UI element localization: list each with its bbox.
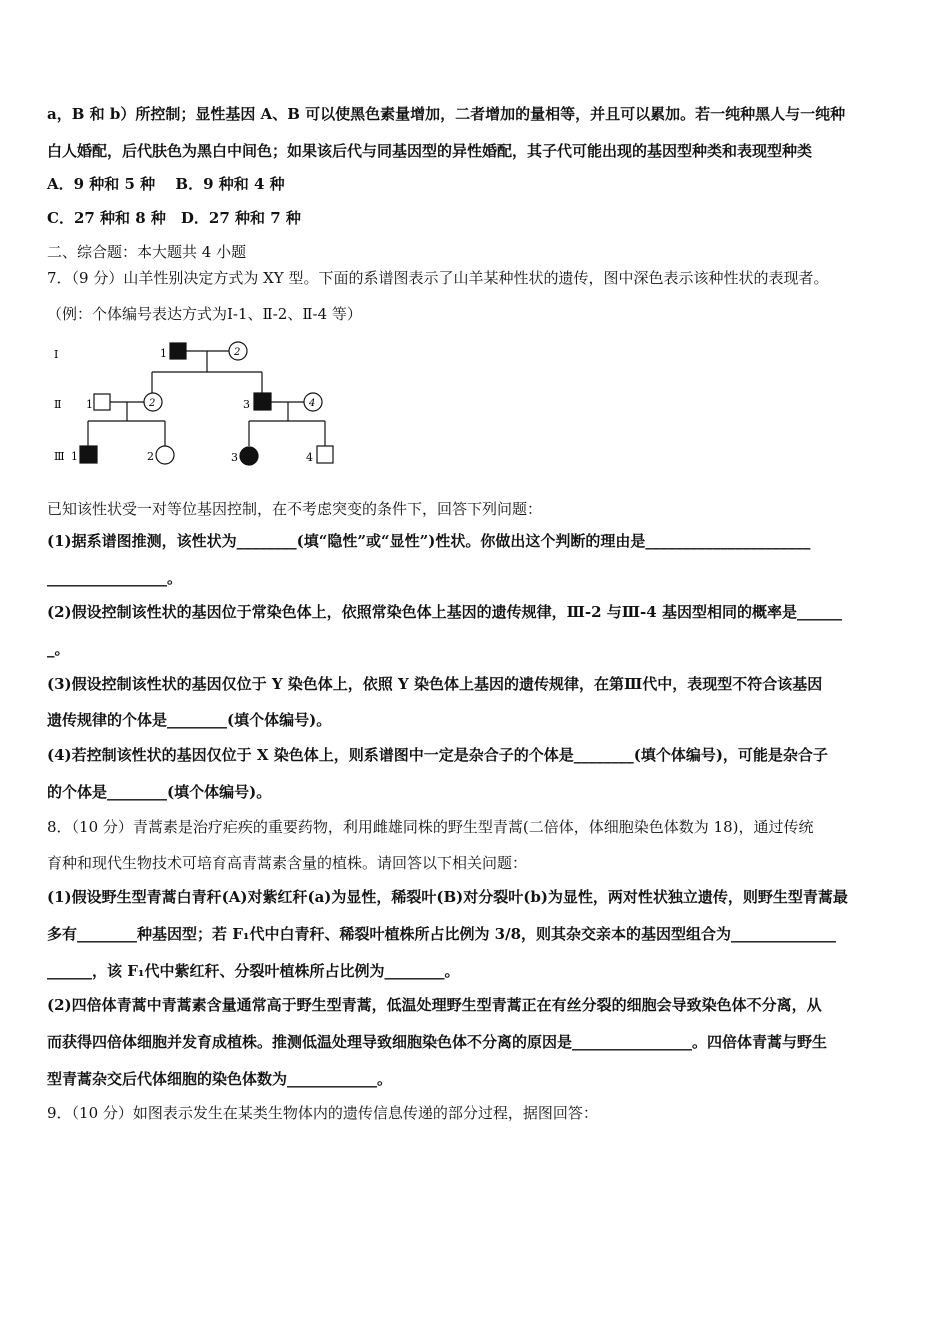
text-line: 型青蒿杂交后代体细胞的染色体数为____________。 [47,1070,393,1088]
individual-number-III2: 2 [147,450,154,463]
text-line: _。 [47,640,70,658]
individual-number-III1: 1 [71,450,78,463]
individual-number-II4: 4 [309,398,316,409]
text-line: 7．（9 分）山羊性别决定方式为 XY 型。下面的系谱图表示了山羊某种性状的遗传，图中深色表示该种性状的表现者。 [47,269,829,287]
text-line: (1)假设野生型青蒿白青秆(A)对紫红秆(a)为显性，稀裂叶(B)对分裂叶(b)为显性，两对性状独立遗传，则野生型青蒿最 [47,888,848,906]
text-line: 而获得四倍体细胞并发育成植株。推测低温处理导致细胞染色体不分离的原因是________________。四倍体青蒿与野生 [47,1033,828,1051]
text-line: 二、综合题：本大题共 4 小题 [47,243,247,261]
text-line: ________________。 [47,569,183,587]
generation-label-2: Ⅱ [54,398,62,411]
unaffected-male-III4 [317,446,333,463]
unaffected-male-II1 [94,394,110,410]
text-line: (2)四倍体青蒿中青蒿素含量通常高于野生型青蒿，低温处理野生型青蒿正在有丝分裂的细胞会导致染色体不分离，从 [47,996,822,1014]
text-line: a，B 和 b）所控制；显性基因 A、B 可以使黑色素量增加，二者增加的量相等，并且可以累加。若一纯种黑人与一纯种 [47,105,846,123]
individual-number-III3: 3 [231,451,238,464]
text-line: （例：个体编号表达方式为Ⅰ-1、Ⅱ-2、Ⅱ-4 等） [47,305,362,323]
individual-number-II3: 3 [243,398,250,411]
text-line: (1)据系谱图推测，该性状为________(填“隐性”或“显性”)性状。你做出这个判断的理由是______________________ [47,532,811,550]
text-line: 的个体是________(填个体编号)。 [47,783,272,801]
text-line: ______，该 F₁代中紫红秆、分裂叶植株所占比例为________。 [47,962,460,980]
generation-label-1: Ⅰ [54,348,59,361]
individual-number-III4: 4 [306,451,313,464]
text-line: 9．（10 分）如图表示发生在某类生物体内的遗传信息传递的部分过程，据图回答： [47,1104,598,1122]
generation-label-3: Ⅲ [54,450,65,463]
individual-number-I2: 2 [234,347,241,358]
text-line: (2)假设控制该性状的基因位于常染色体上，依照常染色体上基因的遗传规律，Ⅲ-2 与Ⅲ-4 基因型相同的概率是______ [47,603,842,621]
affected-male-I1 [170,343,186,359]
unaffected-female-III2 [156,446,174,464]
text-line: 遗传规律的个体是________(填个体编号)。 [47,711,332,729]
text-line: (4)若控制该性状的基因仅位于 X 染色体上，则系谱图中一定是杂合子的个体是________(填个体编号)，可能是杂合子 [47,746,828,764]
individual-number-II2: 2 [149,398,156,409]
text-line: 白人婚配，后代肤色为黑白中间色；如果该后代与同基因型的异性婚配，其子代可能出现的基因型种类和表现型种类 [47,142,813,160]
text-line: A．9 种和 5 种 B．9 种和 4 种 [47,175,285,193]
text-line: (3)假设控制该性状的基因仅位于 Y 染色体上，依照 Y 染色体上基因的遗传规律，在第Ⅲ代中，表现型不符合该基因 [47,675,823,693]
affected-male-II3 [254,393,271,410]
text-line: C．27 种和 8 种 D．27 种和 7 种 [47,209,301,227]
affected-female-III3 [240,447,258,465]
pedigree-chart [44,335,344,475]
text-line: 育种和现代生物技术可培育高青蒿素含量的植株。请回答以下相关问题： [47,854,528,872]
text-line: 8．（10 分）青蒿素是治疗疟疾的重要药物，利用雌雄同株的野生型青蒿(二倍体，体细胞染色体数为 18)，通过传统 [47,818,814,836]
affected-male-III1 [80,446,97,463]
individual-number-I1: 1 [160,347,167,360]
text-line: 已知该性状受一对等位基因控制，在不考虑突变的条件下，回答下列问题： [47,500,543,518]
individual-number-II1: 1 [86,398,93,411]
text-line: 多有________种基因型；若 F₁代中白青秆、稀裂叶植株所占比例为 3/8，则其杂交亲本的基因型组合为______________ [47,925,837,943]
